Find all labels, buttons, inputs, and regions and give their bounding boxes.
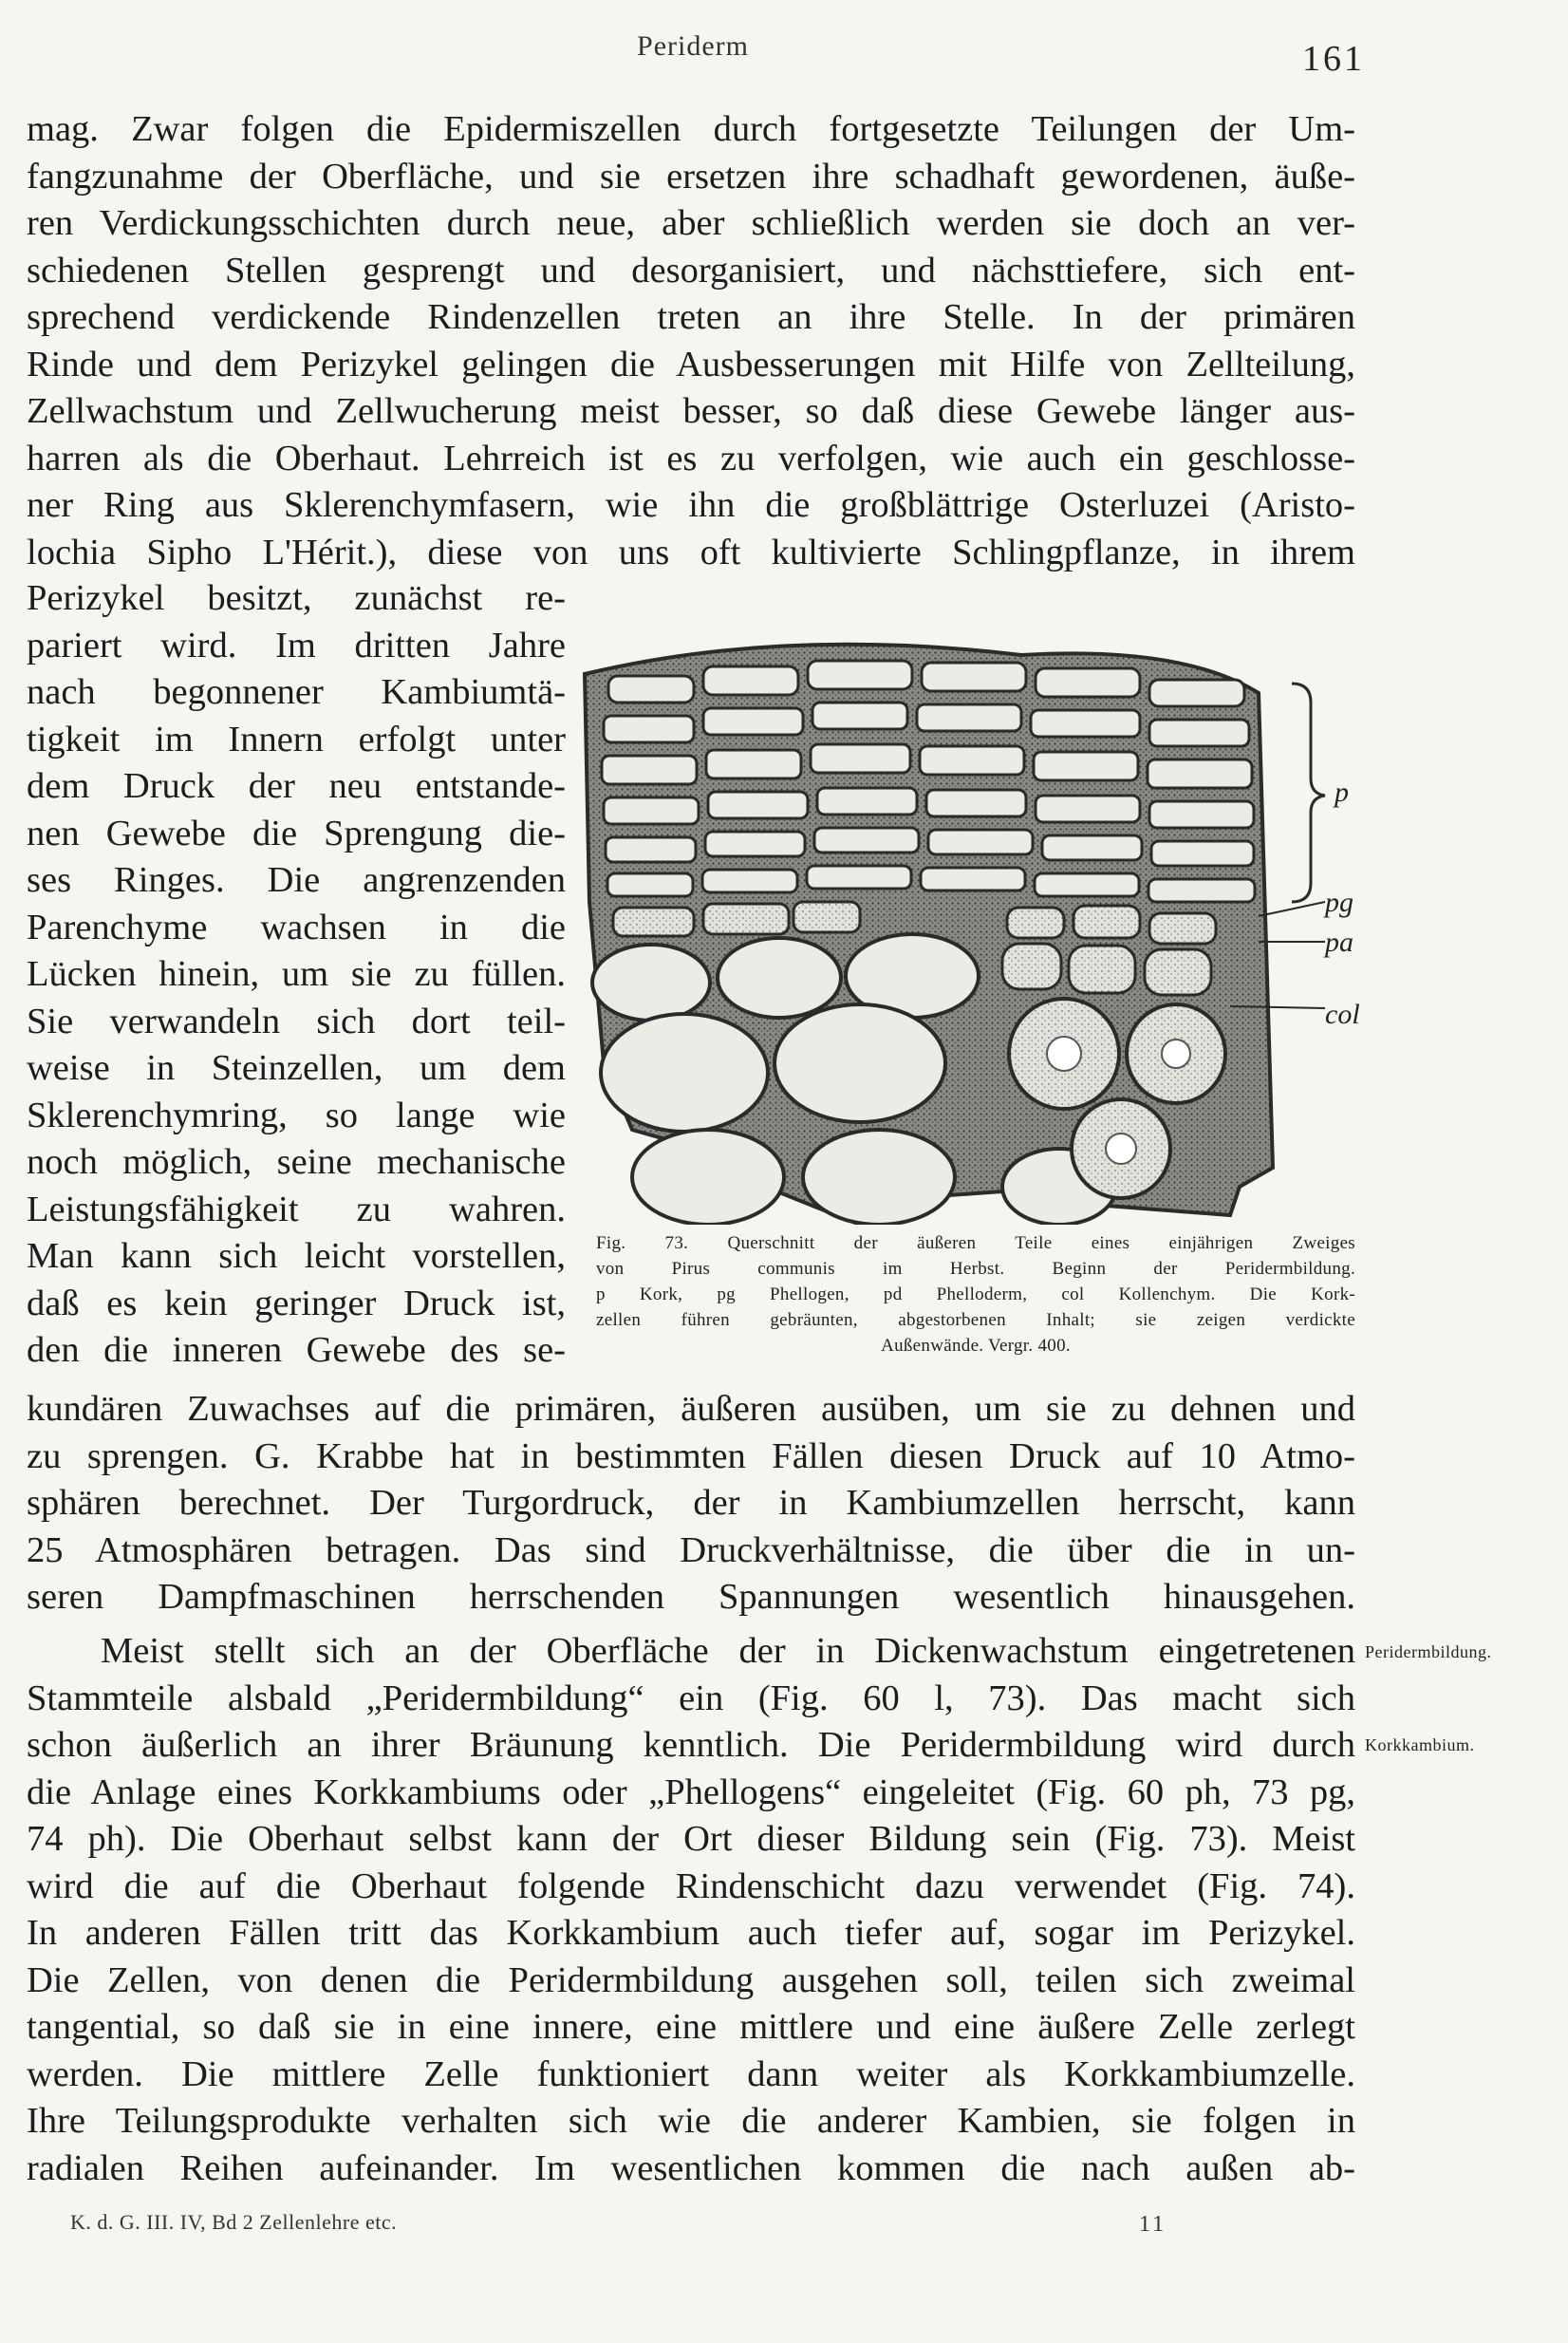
text-line: noch möglich, seine mechanische <box>27 1142 566 1182</box>
figure-73 <box>575 617 1363 1225</box>
text-line: ses Ringes. Die angrenzenden <box>27 860 566 900</box>
text-line: dem Druck der neu entstande- <box>27 766 566 806</box>
text-line: seren Dampfmaschinen herrschenden Spannungen wesentlich hinausgehen. <box>27 1577 1355 1617</box>
text-line: ner Ring aus Sklerenchymfasern, wie ihn die großblättrige Osterluzei (Aristo- <box>27 485 1355 525</box>
text-line: daß es kein geringer Druck ist, <box>27 1283 566 1323</box>
text-line: Meist stellt sich an der Oberfläche der in Dickenwachstum eingetretenen <box>101 1631 1355 1671</box>
cork-bracket <box>1292 684 1325 902</box>
text-line: Rinde und dem Perizykel gelingen die Ausbesserungen mit Hilfe von Zellteilung, <box>27 344 1355 384</box>
margin-note-peridermbildung: Peridermbildung. <box>1365 1642 1492 1661</box>
label-pa: pa <box>1325 927 1353 958</box>
text-line: werden. Die mittlere Zelle funktioniert dann weiter als Korkkambiumzelle. <box>27 2053 1355 2094</box>
label-p: p <box>1335 777 1349 808</box>
text-line: schon äußerlich an ihrer Bräunung kenntlich. Die Peridermbildung wird durch <box>27 1725 1355 1765</box>
text-line: Man kann sich leicht vorstellen, <box>27 1236 566 1276</box>
text-line: lochia Sipho L'Hérit.), diese von uns oft kultivierte Schlingpflanze, in ihrem <box>27 532 1355 572</box>
text-line: Die Zellen, von denen die Peridermbildung ausgehen soll, teilen sich zweimal <box>27 1959 1355 2000</box>
text-line: 74 ph). Die Oberhaut selbst kann der Ort dieser Bildung sein (Fig. 73). Meist <box>27 1819 1355 1859</box>
sheet-signature: 11 <box>1139 2212 1167 2237</box>
text-line: Parenchyme wachsen in die <box>27 907 566 947</box>
text-line: sprechend verdickende Rindenzellen treten an ihre Stelle. In der primären <box>27 297 1355 337</box>
paragraph-1-end <box>27 1386 1355 1621</box>
figure-caption <box>596 1230 1355 1359</box>
text-line: Zellwachstum und Zellwucherung meist besser, so daß diese Gewebe länger aus- <box>27 391 1355 431</box>
text-line: Perizykel besitzt, zunächst re- <box>27 578 566 618</box>
caption-line: p Kork, pg Phellogen, pd Phelloderm, col Kollenchym. Die Kork- <box>596 1284 1355 1304</box>
text-line: Sklerenchymring, so lange wie <box>27 1095 566 1135</box>
text-line: wird die auf die Oberhaut folgende Rindenschicht dazu verwendet (Fig. 74). <box>27 1865 1355 1906</box>
margin-note-korkkambium: Korkkambium. <box>1365 1735 1475 1754</box>
paragraph-1-wrapped-column <box>27 575 566 1375</box>
caption-line: von Pirus communis im Herbst. Beginn der Peridermbildung. <box>596 1259 1355 1279</box>
page-number: 161 <box>1302 39 1365 79</box>
text-line: fangzunahme der Oberfläche, und sie ersetzen ihre schadhaft gewordenen, äuße- <box>27 156 1355 197</box>
caption-line: Fig. 73. Querschnitt der äußeren Teile eines einjährigen Zweiges <box>596 1233 1355 1253</box>
text-line: Sie verwandeln sich dort teil- <box>27 1001 566 1041</box>
text-line: ren Verdickungsschichten durch neue, aber schließlich werden sie doch an ver- <box>27 203 1355 243</box>
caption-line: Außenwände. Vergr. 400. <box>881 1336 1071 1356</box>
text-line: harren als die Oberhaut. Lehrreich ist es zu verfolgen, wie auch ein geschlosse- <box>27 438 1355 478</box>
text-line: nen Gewebe die Sprengung die- <box>27 813 566 853</box>
text-line: In anderen Fällen tritt das Korkkambium auch tiefer auf, sogar im Perizykel. <box>27 1913 1355 1953</box>
text-line: Stammteile alsbald „Peridermbildung“ ein (Fig. 60 l, 73). Das macht sich <box>27 1678 1355 1718</box>
figure-73-drawing <box>575 617 1363 1225</box>
running-title: Periderm <box>637 30 749 62</box>
paragraph-1-full-width <box>27 106 1355 576</box>
text-line: pariert wird. Im dritten Jahre <box>27 625 566 665</box>
text-line: Lücken hinein, um sie zu füllen. <box>27 954 566 994</box>
text-line: den die inneren Gewebe des se- <box>27 1330 566 1370</box>
footer-signature-line: K. d. G. III. IV, Bd 2 Zellenlehre etc. <box>70 2210 398 2234</box>
text-line: schiedenen Stellen gesprengt und desorganisiert, und nächsttiefere, sich ent- <box>27 250 1355 291</box>
text-line: die Anlage eines Korkkambiums oder „Phellogens“ eingeleitet (Fig. 60 ph, 73 pg, <box>27 1771 1355 1812</box>
paragraph-2 <box>27 1628 1355 2192</box>
text-line: weise in Steinzellen, um dem <box>27 1048 566 1088</box>
text-line: mag. Zwar folgen die Epidermiszellen durch fortgesetzte Teilungen der Um- <box>27 109 1355 149</box>
text-line: Ihre Teilungsprodukte verhalten sich wie die anderer Kambien, sie folgen in <box>27 2101 1355 2141</box>
text-line: nach begonnener Kambiumtä- <box>27 672 566 712</box>
text-line: zu sprengen. G. Krabbe hat in bestimmten Fällen diesen Druck auf 10 Atmo- <box>27 1435 1355 1476</box>
text-line: kundären Zuwachses auf die primären, äußeren ausüben, um sie zu dehnen und <box>27 1389 1355 1429</box>
text-line: tigkeit im Innern erfolgt unter <box>27 719 566 759</box>
text-line: sphären berechnet. Der Turgordruck, der in Kambiumzellen herrscht, kann <box>27 1483 1355 1523</box>
label-col: col <box>1325 999 1360 1030</box>
text-line: Leistungsfähigkeit zu wahren. <box>27 1189 566 1229</box>
text-line: 25 Atmosphären betragen. Das sind Druckverhältnisse, die über die in un- <box>27 1529 1355 1570</box>
text-line: radialen Reihen aufeinander. Im wesentlichen kommen die nach außen ab- <box>27 2147 1355 2188</box>
label-pg: pg <box>1325 887 1353 918</box>
caption-line: zellen führen gebräunten, abgestorbenen Inhalt; sie zeigen verdickte <box>596 1310 1355 1330</box>
text-line: tangential, so daß sie in eine innere, eine mittlere und eine äußere Zelle zerlegt <box>27 2007 1355 2047</box>
